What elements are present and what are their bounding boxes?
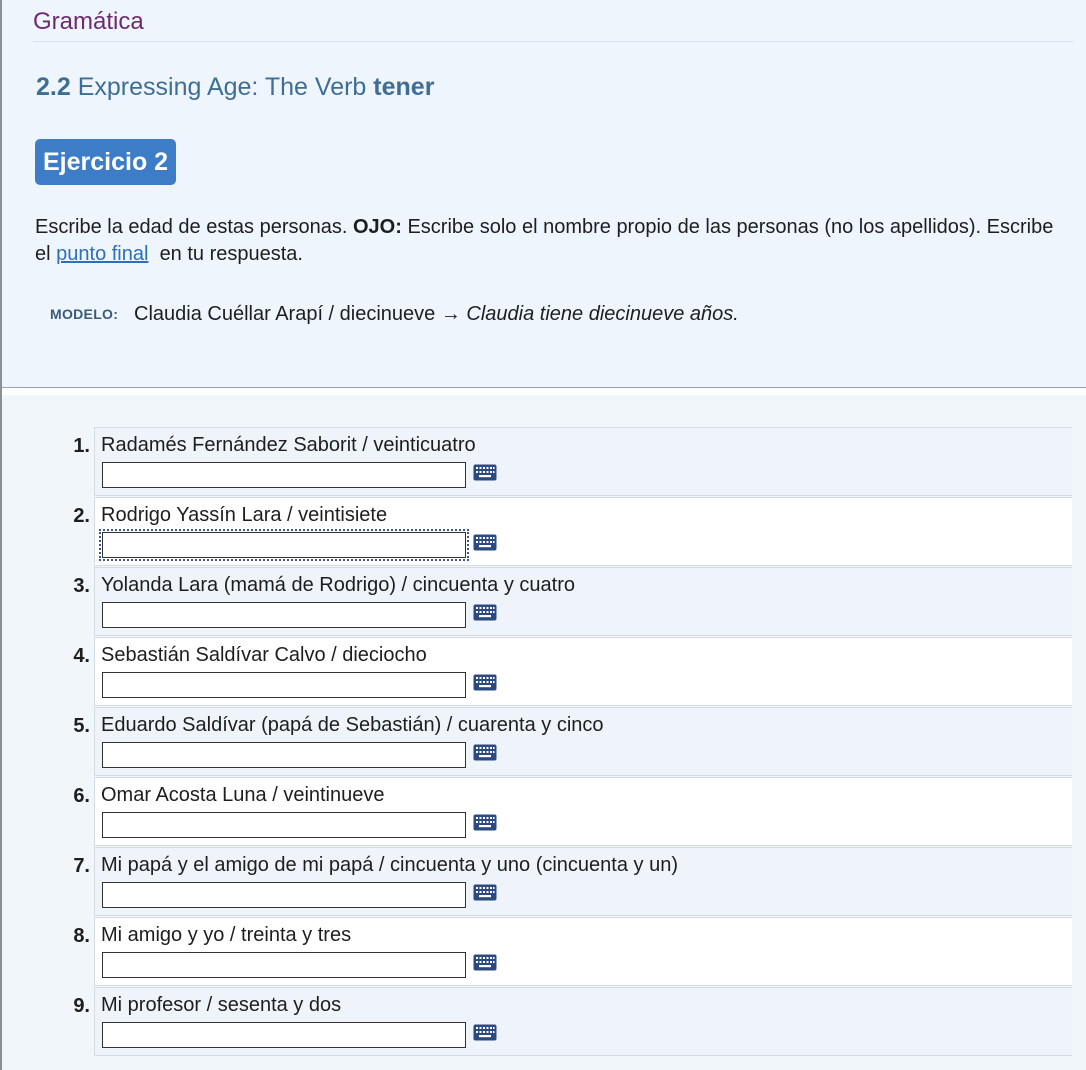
- arrow-icon: →: [440, 303, 461, 325]
- item-number: 7.: [73, 855, 90, 877]
- item-number: 2.: [73, 505, 90, 527]
- exercise-item-6: [2, 777, 1086, 847]
- exercise-badge: Ejercicio 2: [35, 139, 176, 185]
- answer-input-8[interactable]: [102, 952, 466, 978]
- model-answer: Claudia tiene diecinueve años.: [466, 303, 739, 325]
- exercise-item-5: [2, 707, 1086, 777]
- model-text: [134, 301, 814, 328]
- answer-input-3[interactable]: [102, 602, 466, 628]
- keyboard-icon[interactable]: [473, 814, 497, 831]
- answer-input-6[interactable]: [102, 812, 466, 838]
- item-box: [94, 847, 1072, 916]
- item-number: 8.: [73, 925, 90, 947]
- lesson-title-verb: tener: [373, 73, 435, 101]
- item-prompt: Radamés Fernández Saborit / veinticuatro: [101, 434, 476, 456]
- title-divider: [33, 41, 1073, 42]
- section-title: Gramática: [33, 8, 144, 35]
- item-number: 6.: [73, 785, 90, 807]
- keyboard-icon[interactable]: [473, 674, 497, 691]
- item-prompt: Rodrigo Yassín Lara / veintisiete: [101, 504, 388, 526]
- keyboard-icon[interactable]: [473, 744, 497, 761]
- exercise-item-3: [2, 567, 1086, 637]
- keyboard-icon[interactable]: [473, 534, 497, 551]
- item-box: [94, 707, 1072, 776]
- item-box: [94, 637, 1072, 706]
- item-box: [94, 497, 1072, 566]
- exercise-items-panel: [2, 395, 1086, 1070]
- keyboard-icon[interactable]: [473, 954, 497, 971]
- answer-input-1[interactable]: [102, 462, 466, 488]
- instructions-part3: en tu respuesta.: [159, 243, 303, 265]
- exercise-item-4: [2, 637, 1086, 707]
- lesson-title: [36, 73, 434, 102]
- answer-input-7[interactable]: [102, 882, 466, 908]
- keyboard-icon[interactable]: [473, 884, 497, 901]
- item-number: 3.: [73, 575, 90, 597]
- item-prompt: Mi papá y el amigo de mi papá / cincuenta y uno (cincuenta y un): [101, 854, 678, 876]
- lesson-title-text: Expressing Age: The Verb: [77, 73, 367, 101]
- model-prompt: Claudia Cuéllar Arapí / diecinueve: [134, 303, 436, 325]
- exercise-item-7: [2, 847, 1086, 917]
- instructions-part2: Escribe solo el nombre propio de las personas (no los apellidos). Escribe el: [35, 216, 1054, 265]
- exercise-item-8: [2, 917, 1086, 987]
- exercise-item-1: [2, 427, 1086, 497]
- item-prompt: Mi amigo y yo / treinta y tres: [101, 924, 352, 946]
- keyboard-icon[interactable]: [473, 1024, 497, 1041]
- item-box: [94, 917, 1072, 986]
- item-prompt: Mi profesor / sesenta y dos: [101, 994, 342, 1016]
- instructions: [35, 214, 1065, 268]
- keyboard-icon[interactable]: [473, 464, 497, 481]
- item-box: [94, 567, 1072, 636]
- item-prompt: Eduardo Saldívar (papá de Sebastián) / cuarenta y cinco: [101, 714, 604, 736]
- item-number: 4.: [73, 645, 90, 667]
- exercise-item-2: [2, 497, 1086, 567]
- instructions-ojo: OJO:: [352, 216, 402, 238]
- item-prompt: Sebastián Saldívar Calvo / dieciocho: [101, 644, 427, 666]
- answer-input-2[interactable]: [102, 532, 466, 558]
- keyboard-icon[interactable]: [473, 604, 497, 621]
- item-box: [94, 777, 1072, 846]
- exercise-item-9: [2, 987, 1086, 1057]
- item-box: [94, 427, 1072, 496]
- exercise-header-panel: [2, 0, 1086, 388]
- item-number: 9.: [73, 995, 90, 1017]
- answer-input-5[interactable]: [102, 742, 466, 768]
- lesson-number: 2.2: [36, 73, 71, 101]
- answer-input-4[interactable]: [102, 672, 466, 698]
- item-box: [94, 987, 1072, 1056]
- item-number: 1.: [73, 435, 90, 457]
- answer-input-9[interactable]: [102, 1022, 466, 1048]
- model-label: MODELO:: [50, 306, 119, 322]
- item-prompt: Omar Acosta Luna / veintinueve: [101, 784, 385, 806]
- exercise-items-list: [2, 427, 1086, 1057]
- instructions-part1: Escribe la edad de estas personas.: [35, 216, 348, 238]
- punto-final-link[interactable]: punto final: [56, 243, 149, 265]
- item-prompt: Yolanda Lara (mamá de Rodrigo) / cincuenta y cuatro: [101, 574, 575, 596]
- item-number: 5.: [73, 715, 90, 737]
